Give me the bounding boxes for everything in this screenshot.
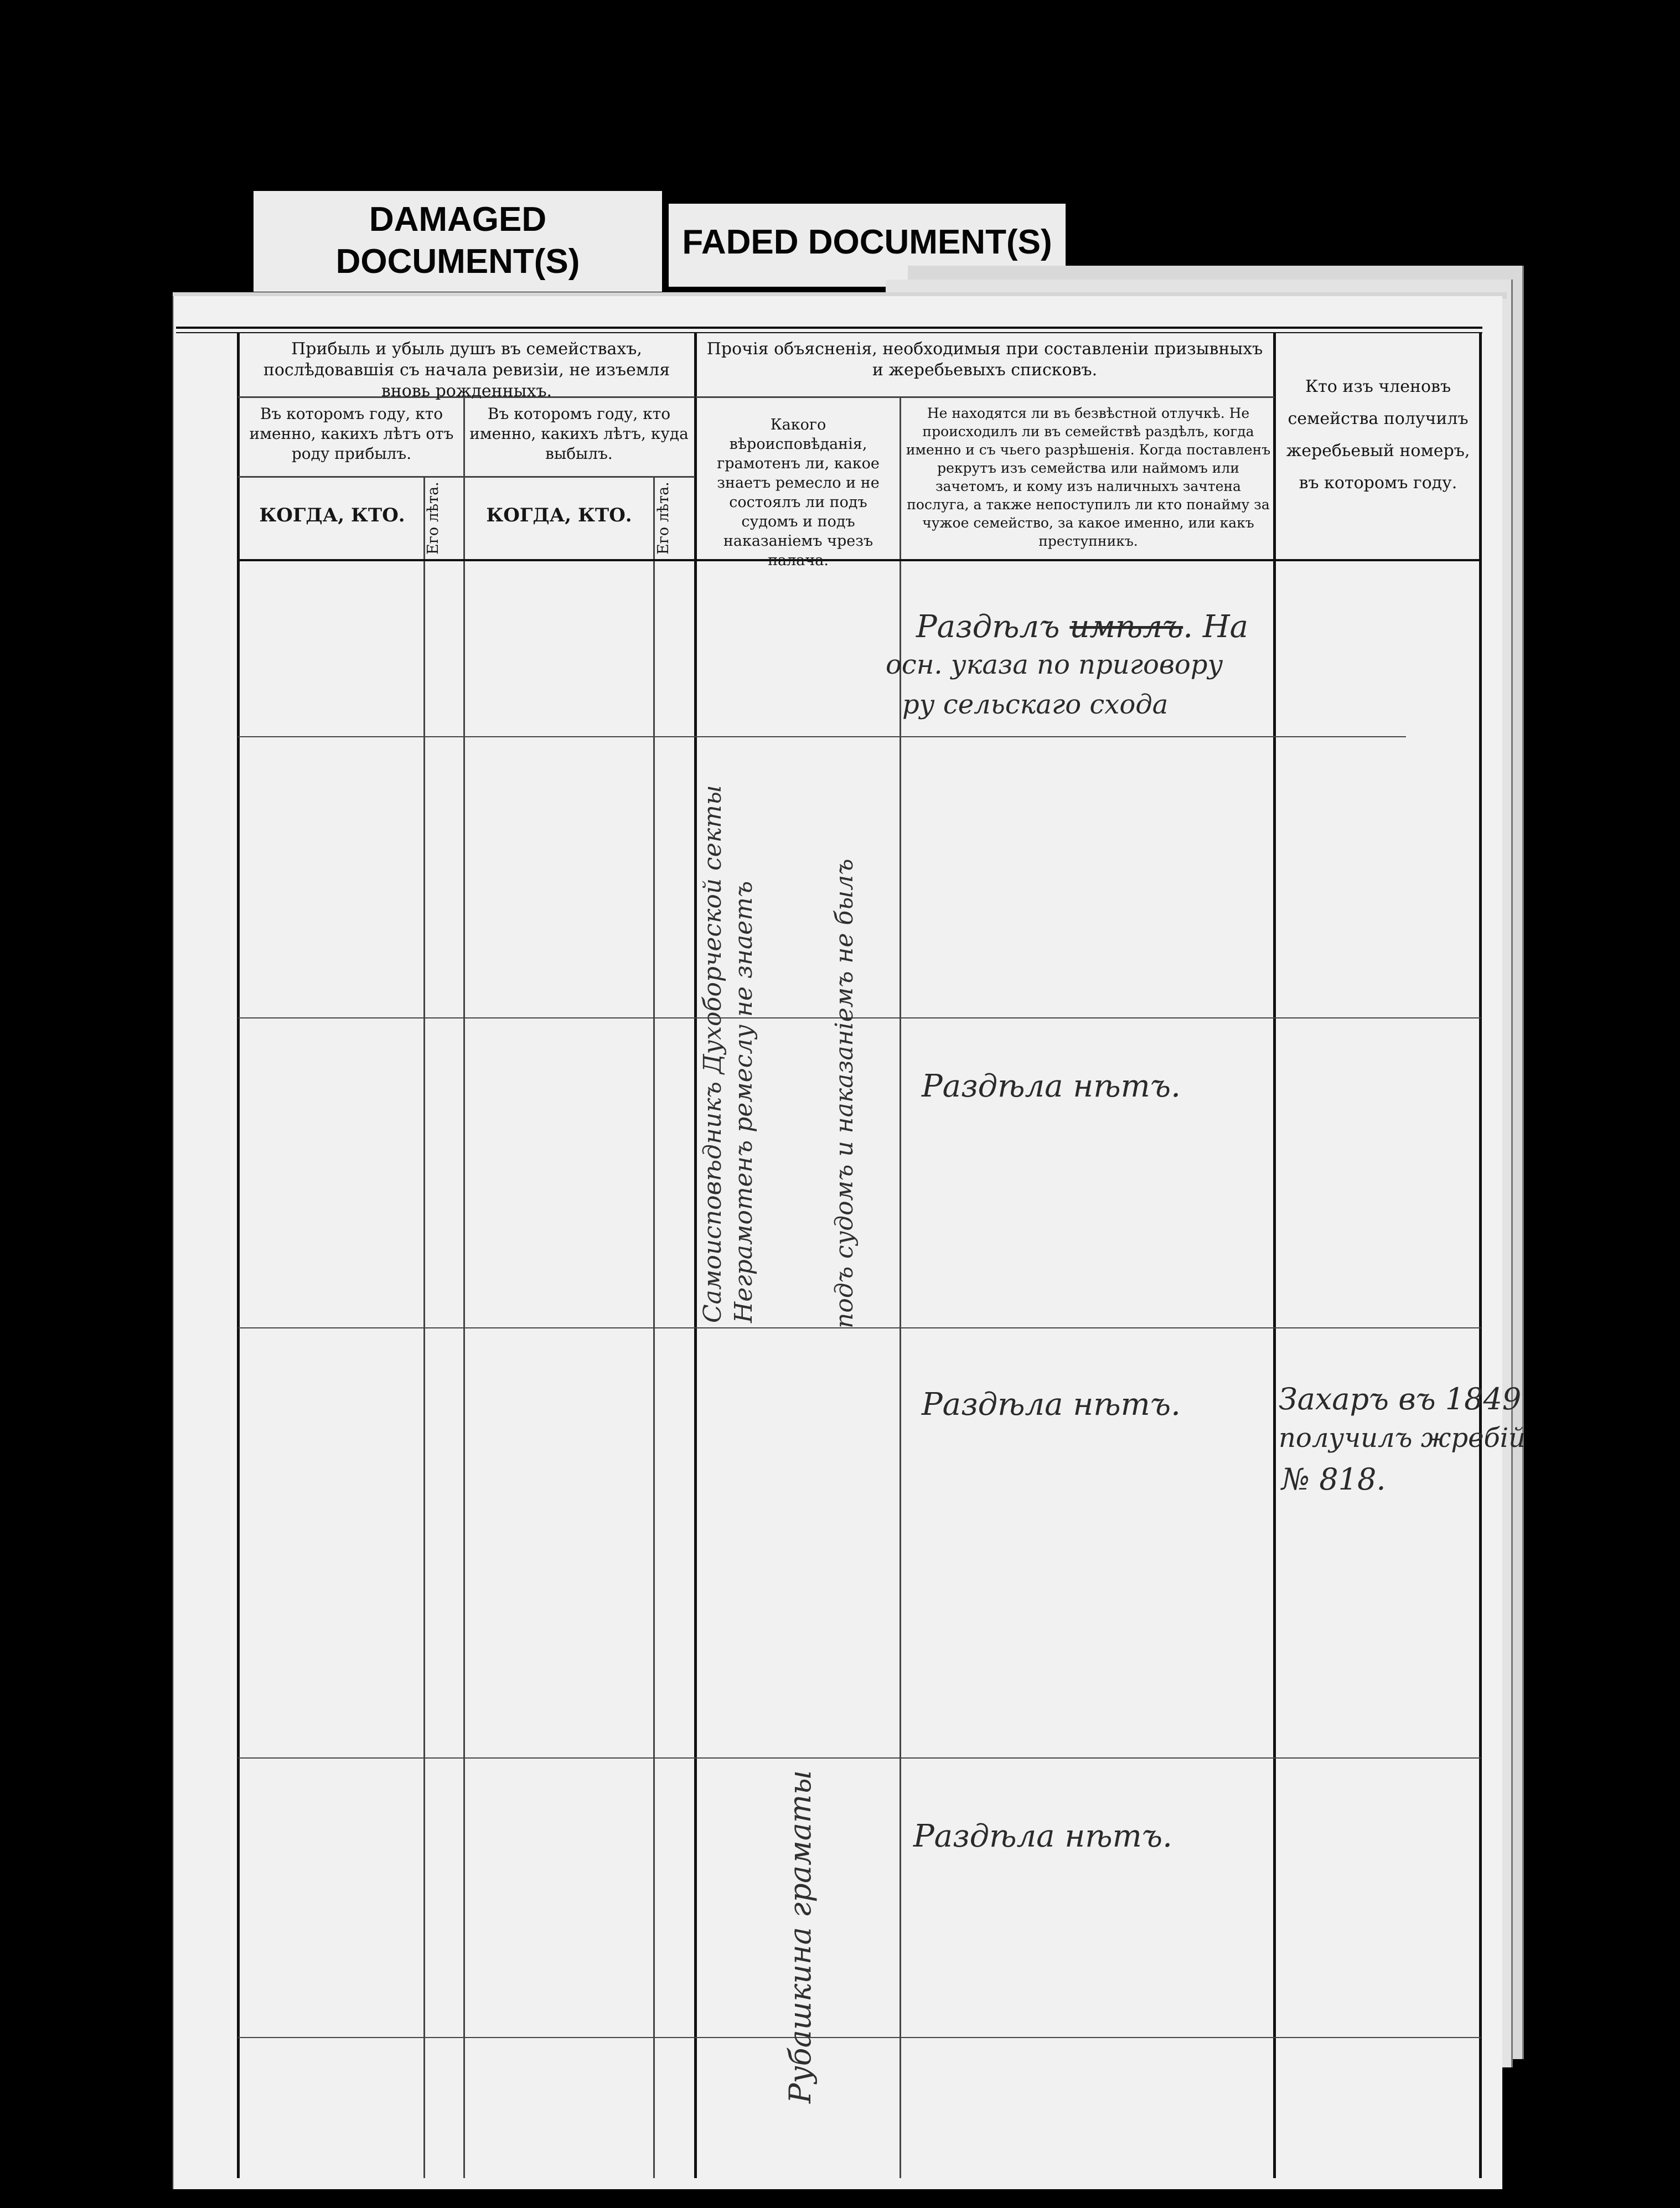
right-border <box>1479 332 1482 2178</box>
faded-label-text: FADED DOCUMENT(S) <box>682 223 1052 261</box>
entry-row3-lot-line1: Захаръ въ 1849 <box>1279 1382 1522 1416</box>
entry-text: Раздѣлъ <box>916 609 1060 645</box>
entry-row3-absence: Раздѣла нѣтъ. <box>922 1387 1181 1423</box>
header-when-who-departed: КОГДА, КТО. <box>486 504 632 526</box>
entry-religion-col2: Неграмотенъ ремеслу не знаетъ <box>730 881 758 1323</box>
row-separator <box>238 1327 1481 1328</box>
entry-row1-absence-line2: осн. указа по приговору <box>886 649 1223 680</box>
column-divider <box>463 397 465 2178</box>
column-divider <box>1273 332 1276 2178</box>
entry-row4-absence: Раздѣла нѣтъ. <box>913 1818 1172 1854</box>
header-lot-desc: Кто изъ членовъ семейства получилъ жеребьевый номеръ, въ которомъ году. <box>1286 377 1470 493</box>
entry-text-struck: имѣлъ <box>1069 609 1183 645</box>
row-separator <box>238 1017 1481 1018</box>
entry-row1-absence: Раздѣлъ имѣлъ. На <box>916 609 1249 645</box>
header-arrived-desc: Въ которомъ году, кто именно, какихъ лѣтъ отъ роду прибылъ. <box>249 405 454 463</box>
header-departed-desc: Въ которомъ году, кто именно, какихъ лѣтъ, куда выбылъ. <box>469 405 689 463</box>
row-separator <box>238 2037 1481 2038</box>
entry-row3-lot-line3: № 818. <box>1281 1462 1386 1497</box>
column-divider <box>694 332 697 2178</box>
top-border-inner <box>176 332 1482 333</box>
header-explanations-group: Прочія объясненія, необходимыя при составленіи призывныхъ и жеребьевыхъ списковъ. <box>706 339 1263 380</box>
header-arrivals-group: Прибыль и убыль душъ въ семействахъ, послѣдовавшія съ начала ревизіи, не изъемля вновь рожденныхъ. <box>263 339 670 401</box>
entry-row2-absence: Раздѣла нѣтъ. <box>922 1068 1181 1104</box>
entry-religion-lower: Рубашкина граматы <box>783 1770 818 2103</box>
header-age-departed: Его лѣта. <box>655 482 672 555</box>
header-rule <box>238 476 695 478</box>
header-age-arrived: Его лѣта. <box>425 482 442 555</box>
entry-row1-absence-line3: ру сельскаго схода <box>902 689 1169 720</box>
row-separator <box>238 1757 1481 1759</box>
entry-religion-col3: подъ судомъ и наказаніемъ не былъ <box>830 859 859 1328</box>
left-border <box>237 332 240 2178</box>
header-when-who-arrived: КОГДА, КТО. <box>259 504 405 526</box>
damaged-label-text: DAMAGED DOCUMENT(S) <box>335 200 580 281</box>
entry-religion-col1: Самоисповѣдникъ Духоборческой секты <box>699 785 727 1323</box>
header-religion-desc: Какого вѣроисповѣданія, грамотенъ ли, какое знаетъ ремесло и не состоялъ ли подъ судомъ и подъ наказаніемъ чрезъ палача. <box>717 416 880 569</box>
damaged-document-label <box>254 191 662 292</box>
top-border <box>176 327 1482 329</box>
header-absence-desc: Не находятся ли въ безвѣстной отлучкѣ. Не происходилъ ли въ семействѣ раздѣлъ, когда именно и съ чьего разрѣшенія. Когда поставленъ рекрутъ изъ семейства или наймомъ или зачетомъ, и кому изъ наличныхъ зачтена послуга, а также непоступилъ ли кто понайму за чужое семейство, за какое именно, или какъ преступникъ. <box>906 405 1271 549</box>
header-rule <box>696 396 1274 398</box>
entry-text: На <box>1202 609 1249 645</box>
row-separator <box>238 736 1406 737</box>
entry-row3-lot-line2: получилъ жребій <box>1279 1423 1526 1454</box>
